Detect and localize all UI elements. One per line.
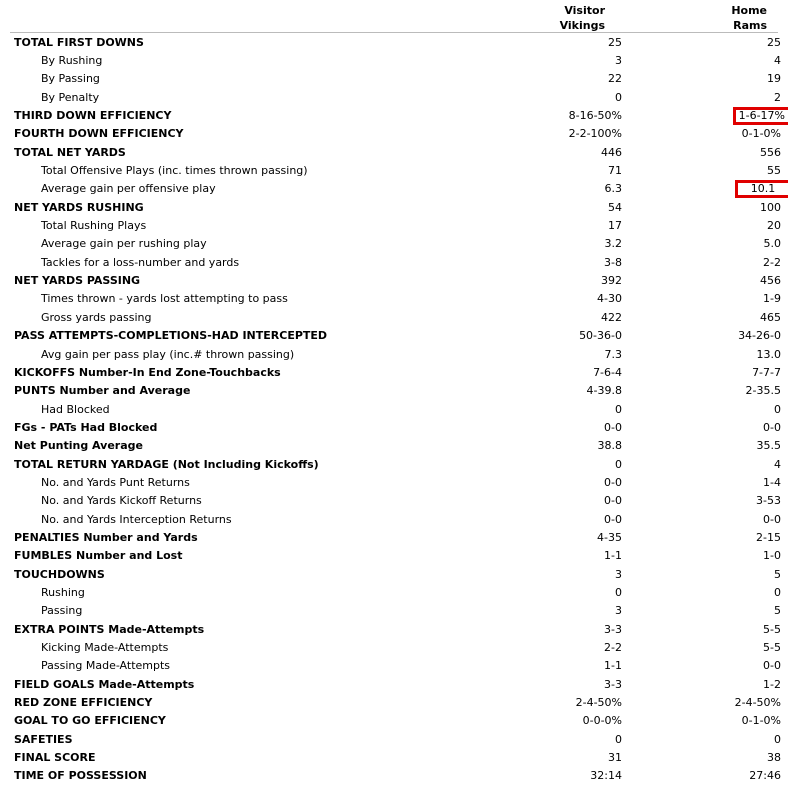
home-value-cell [622,125,781,143]
stat-row [10,565,781,583]
stat-row [10,327,781,345]
home-value: 0-1-0% [741,714,781,728]
stat-subcategory-label: No. and Yards Punt Returns [41,475,190,489]
home-value-cell [622,767,781,785]
home-value-cell [622,308,781,326]
visitor-value: 3 [615,567,622,581]
stat-category-label: PUNTS Number and Average [14,384,191,398]
column-header [0,3,788,33]
visitor-value: 2-2-100% [568,127,622,141]
stat-category-label: FINAL SCORE [14,751,96,765]
stat-row [10,308,781,326]
home-value-cell [622,712,781,730]
home-value: 20 [767,219,781,233]
home-value-cell [622,51,781,69]
home-value-cell [622,88,781,106]
home-value-cell [622,748,781,766]
home-value-cell [622,363,781,381]
stat-row [10,180,781,198]
highlighted-home-value: 1-6-17% [733,107,788,125]
stat-row [10,657,781,675]
stat-row [10,235,781,253]
home-value-cell [622,271,781,289]
home-value: 5 [774,567,781,581]
home-value: 27:46 [749,769,781,783]
home-value: 2-4-50% [734,696,781,710]
home-value-cell [622,106,785,124]
home-value: 38 [767,751,781,765]
home-value: 556 [760,145,781,159]
home-value-cell [622,492,781,510]
stat-subcategory-label: Had Blocked [41,402,110,416]
stat-category-label: GOAL TO GO EFFICIENCY [14,714,166,728]
home-value-cell [622,70,781,88]
visitor-value: 0 [615,585,622,599]
home-value: 2 [774,90,781,104]
stat-category-label: FIELD GOALS Made-Attempts [14,677,195,691]
home-value: 1-0 [763,549,781,563]
home-value-cell [622,198,781,216]
visitor-value: 3.2 [604,237,622,251]
stat-row [10,198,781,216]
stat-category-label: PENALTIES Number and Yards [14,530,198,544]
visitor-value: 0 [615,402,622,416]
stat-category-label: TOTAL RETURN YARDAGE (Not Including Kickoffs) [14,457,319,471]
home-value: 1-2 [763,677,781,691]
home-value-cell [622,253,781,271]
home-value: 2-15 [756,530,781,544]
home-value: 5-5 [763,641,781,655]
home-value: 0 [774,585,781,599]
stat-row [10,602,781,620]
visitor-value: 2-4-50% [575,696,622,710]
visitor-value: 3-3 [604,622,622,636]
stat-category-label: THIRD DOWN EFFICIENCY [14,109,172,123]
home-value-cell [622,327,781,345]
stat-row [10,418,781,436]
home-column-header [731,3,767,33]
stat-row [10,492,781,510]
visitor-value: 0-0 [604,512,622,526]
home-value: 0 [774,732,781,746]
visitor-value: 71 [608,164,622,178]
home-value-cell [622,693,781,711]
visitor-value: 6.3 [604,182,622,196]
visitor-team-name: Vikings [559,19,605,32]
stat-category-label: EXTRA POINTS Made-Attempts [14,622,205,636]
home-value: 4 [774,457,781,471]
home-value-cell [622,290,781,308]
home-value: 5-5 [763,622,781,636]
visitor-value: 392 [601,274,622,288]
stat-category-label: NET YARDS RUSHING [14,200,144,214]
visitor-value: 0-0-0% [582,714,622,728]
stat-category-label: PASS ATTEMPTS-COMPLETIONS-HAD INTERCEPTED [14,329,328,343]
stat-subcategory-label: Tackles for a loss-number and yards [41,255,240,269]
stat-row [10,437,781,455]
home-value-cell [622,400,781,418]
stat-row [10,730,781,748]
stat-category-label: SAFETIES [14,732,73,746]
visitor-value: 3-3 [604,677,622,691]
home-value-cell [622,180,781,198]
stat-row [10,510,781,528]
stat-row [10,363,781,381]
stat-subcategory-label: Total Rushing Plays [41,219,147,233]
visitor-column-header [560,3,605,33]
home-value-cell [622,620,781,638]
home-value: 19 [767,72,781,86]
stat-row [10,216,781,234]
stat-row [10,51,781,69]
visitor-value: 4-39.8 [586,384,622,398]
home-value-cell [622,143,781,161]
stat-row [10,455,781,473]
visitor-value: 0-0 [604,420,622,434]
home-value: 13.0 [756,347,781,361]
stat-row [10,473,781,491]
home-value: 2-2 [763,255,781,269]
stat-category-label: KICKOFFS Number-In End Zone-Touchbacks [14,365,281,379]
stat-category-label: FOURTH DOWN EFFICIENCY [14,127,184,141]
visitor-value: 3-8 [604,255,622,269]
stat-subcategory-label: By Rushing [41,54,103,68]
stat-row [10,290,781,308]
home-value-cell [622,583,781,601]
home-value: 3-53 [756,494,781,508]
visitor-value: 22 [608,72,622,86]
home-team-name: Rams [733,19,767,32]
stat-row [10,88,781,106]
home-value-cell [622,657,781,675]
home-value: 0-0 [763,420,781,434]
visitor-value: 446 [601,145,622,159]
stat-row [10,767,781,785]
stat-category-label: TIME OF POSSESSION [14,769,147,783]
home-value-cell [622,455,781,473]
stat-subcategory-label: No. and Yards Kickoff Returns [41,494,202,508]
home-value-cell [622,638,781,656]
stat-category-label: Net Punting Average [14,439,143,453]
home-value: 55 [767,164,781,178]
stat-subcategory-label: Avg gain per pass play (inc.# thrown passing) [41,347,295,361]
home-value: 0 [774,402,781,416]
stat-row [10,528,781,546]
stat-row [10,70,781,88]
visitor-value: 2-2 [604,641,622,655]
stat-subcategory-label: Average gain per offensive play [41,182,216,196]
stat-row [10,400,781,418]
home-value: 0-1-0% [741,127,781,141]
home-value-cell [622,675,781,693]
home-value: 465 [760,310,781,324]
stat-subcategory-label: Average gain per rushing play [41,237,207,251]
stat-row [10,271,781,289]
stat-category-label: FUMBLES Number and Lost [14,549,183,563]
stat-row [10,712,781,730]
visitor-value: 1-1 [604,659,622,673]
home-value: 2-35.5 [745,384,781,398]
stat-category-label: TOUCHDOWNS [14,567,105,581]
stat-subcategory-label: Passing [41,604,83,618]
home-value: 1-4 [763,475,781,489]
home-value-cell [622,602,781,620]
home-value: 0-0 [763,659,781,673]
home-value: 5 [774,604,781,618]
home-value-cell [622,235,781,253]
stat-row [10,583,781,601]
home-value-cell [622,730,781,748]
stat-row [10,253,781,271]
stat-row [10,547,781,565]
visitor-value: 32:14 [590,769,622,783]
home-value-cell [622,345,781,363]
visitor-value: 0-0 [604,494,622,508]
visitor-value: 25 [608,35,622,49]
home-value-cell [622,33,781,51]
stat-row [10,675,781,693]
visitor-value: 4-30 [597,292,622,306]
highlighted-home-value: 10.1 [735,180,788,198]
visitor-value: 38.8 [597,439,622,453]
home-value: 1-9 [763,292,781,306]
visitor-value: 54 [608,200,622,214]
stat-row [10,748,781,766]
home-value-cell [622,565,781,583]
visitor-label: Visitor [564,4,605,17]
home-value-cell [622,382,781,400]
home-value-cell [622,473,781,491]
stat-subcategory-label: No. and Yards Interception Returns [41,512,232,526]
stat-row [10,620,781,638]
home-value: 0-0 [763,512,781,526]
home-value-cell [622,547,781,565]
visitor-value: 50-36-0 [579,329,622,343]
stat-row [10,382,781,400]
team-stats-table [10,33,785,785]
stat-subcategory-label: Rushing [41,585,85,599]
team-stats-body [10,33,785,785]
visitor-value: 0 [615,457,622,471]
home-value-cell [622,510,781,528]
home-value: 34-26-0 [738,329,781,343]
home-value-cell [622,528,781,546]
stat-row [10,161,781,179]
visitor-value: 0-0 [604,475,622,489]
stat-subcategory-label: Passing Made-Attempts [41,659,171,673]
home-value: 100 [760,200,781,214]
stat-category-label: FGs - PATs Had Blocked [14,420,158,434]
stat-subcategory-label: Gross yards passing [41,310,152,324]
stat-row [10,106,781,124]
home-value: 5.0 [763,237,781,251]
visitor-value: 0 [615,90,622,104]
stat-subcategory-label: Kicking Made-Attempts [41,641,169,655]
home-value-cell [622,161,781,179]
visitor-value: 0 [615,732,622,746]
stat-subcategory-label: Times thrown - yards lost attempting to pass [41,292,288,306]
visitor-value: 1-1 [604,549,622,563]
stat-row [10,125,781,143]
visitor-value: 17 [608,219,622,233]
home-value-cell [622,216,781,234]
home-value: 7-7-7 [752,365,781,379]
home-value: 456 [760,274,781,288]
visitor-value: 31 [608,751,622,765]
stat-subcategory-label: By Passing [41,72,100,86]
home-value: 4 [774,54,781,68]
home-value: 35.5 [756,439,781,453]
stat-category-label: TOTAL FIRST DOWNS [14,35,144,49]
home-value-cell [622,418,781,436]
stat-row [10,143,781,161]
visitor-value: 7-6-4 [593,365,622,379]
stat-category-label: RED ZONE EFFICIENCY [14,696,153,710]
stat-row [10,638,781,656]
visitor-value: 8-16-50% [568,109,622,123]
visitor-value: 4-35 [597,530,622,544]
home-value: 25 [767,35,781,49]
visitor-value: 3 [615,604,622,618]
stat-row [10,345,781,363]
home-label: Home [731,4,767,17]
home-value-cell [622,437,781,455]
stat-subcategory-label: By Penalty [41,90,100,104]
stat-row [10,693,781,711]
stat-subcategory-label: Total Offensive Plays (inc. times thrown passing) [41,164,308,178]
visitor-value: 3 [615,54,622,68]
visitor-value: 422 [601,310,622,324]
stat-row [10,33,781,51]
stat-category-label: TOTAL NET YARDS [14,145,126,159]
visitor-value: 7.3 [604,347,622,361]
stat-category-label: NET YARDS PASSING [14,274,141,288]
